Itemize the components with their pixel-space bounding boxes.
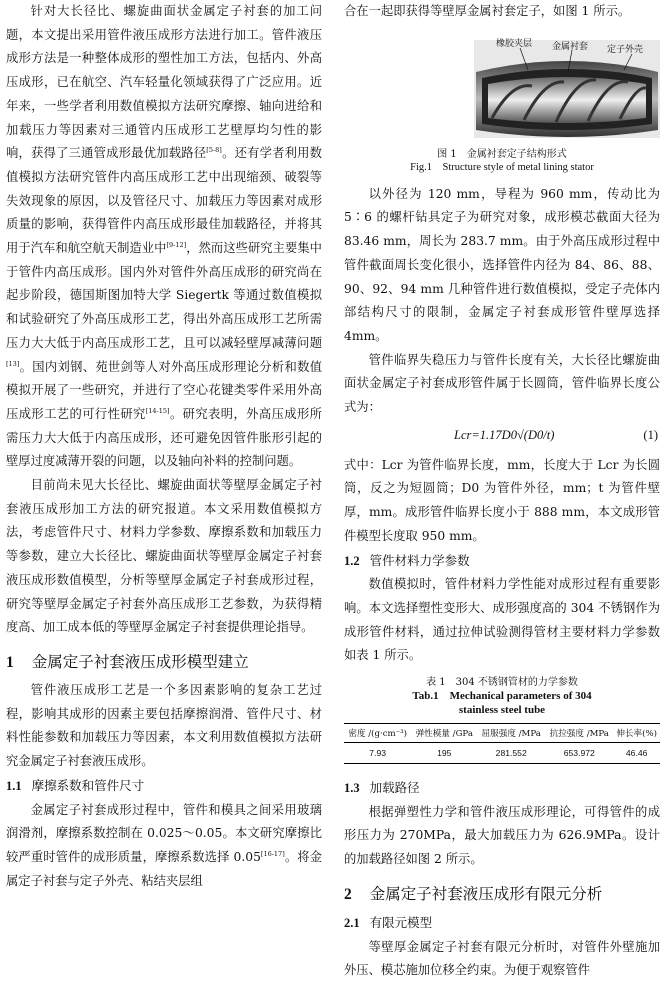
table-header-modulus: 弹性模量 /GPa	[411, 724, 477, 743]
table-header-density: 密度 /(g·cm⁻³)	[344, 724, 411, 743]
section-2-heading: 2 金属定子衬套液压成形有限元分析	[344, 884, 603, 903]
table-cell-elongation: 46.46	[613, 743, 660, 764]
subsection-1-3-heading: 1.3 加载路径	[344, 780, 420, 796]
table-cell-tensile: 653.972	[545, 743, 613, 764]
figure-1-caption-cn: 图 1 金属衬套定子结构形式	[437, 148, 567, 160]
table-1-caption-cn: 表 1 304 不锈钢管材的力学参数	[426, 677, 578, 689]
fig-label-lining: 金属衬套	[552, 41, 589, 52]
table-1-caption-en-line2: stainless steel tube	[458, 704, 546, 717]
subsection-1-2-heading: 1.2 管件材料力学参数	[344, 552, 470, 568]
fig-label-rubber: 橡胶夹层	[496, 38, 533, 49]
subsection-1-1-paragraph: 金属定子衬套成形过程中，管件和模具之间采用玻璃润滑剂，摩擦系数控制在 0.025～0.05。本文研究摩擦比较严重时管件的成形质量，摩擦系数选择 0.05[16-17]。将金属定子衬套与定子外壳、粘结夹层组	[6, 802, 322, 888]
left-column	[6, 0, 322, 893]
subsection-1-3-paragraph: 根据弹塑性力学和管件液压成形理论，可得管件的成形压力为 270MPa，最大加载压力为 626.9MPa。设计的加载路径如图 2 所示。	[344, 804, 660, 867]
subsection-2-1-paragraph: 等壁厚金属定子衬套有限元分析时，对管件外壁施加外压、模芯施加位移全约束。为便于观察管件	[344, 939, 660, 978]
table-header-row	[344, 724, 660, 743]
subsection-1-2-paragraph: 数值模拟时，管件材料力学性能对成形过程有重要影响。本文选择塑性变形大、成形强度高的 304 不锈钢作为成形管件材料，通过拉伸试验测得管材主要材料力学参数如表 1 所示。	[344, 577, 660, 663]
right-column	[344, 0, 660, 983]
table-cell-modulus: 195	[411, 743, 477, 764]
subsection-2-1-heading: 2.1 有限元模型	[344, 914, 433, 930]
stator-structure-illustration	[472, 32, 662, 142]
intro-paragraph-2: 目前尚未见大长径比、螺旋曲面状等壁厚金属定子衬套液压成形加工方法的研究报道。本文采用数值模拟方法，考虑管件尺寸、材料力学参数、摩擦系数和加载压力等参数，建立大长径比、螺旋曲面状等壁厚金属定子衬套液压成形数值模型，分析等壁厚金属定子衬套成形过程，研究等壁厚金属定子衬套外高压成形工艺参数，为获得精度高、加工成本低的等壁厚金属定子衬套提供理论指导。	[6, 478, 322, 635]
critical-length-paragraph: 管件临界失稳压力与管件长度有关，大长径比螺旋曲面状金属定子衬套成形管件属于长圆筒，管件临界长度公式为：	[344, 352, 660, 415]
table-1	[344, 723, 660, 764]
table-cell-density: 7.93	[344, 743, 411, 764]
table-header-yield: 屈服强度 /MPa	[477, 724, 545, 743]
intro-paragraph-1: 针对大长径比、螺旋曲面状金属定子衬套的加工问题，本文提出采用管件液压成形方法进行加工。管件液压成形方法是一种整体成形的塑性加工方法，包括内、外高压成形，已在航空、汽车轻量化领域获得了广泛应用。近年来，一些学者利用数值模拟方法研究摩擦、轴向进给和加载压力等因素对三通管内压成形工艺壁厚均匀性的影响，获得了三通管成形最优加载路径[5-8]。还有学者利用数值模拟方法研究管件内高压成形工艺中出现缩颈、破裂等失效现象的原因，以及管径尺寸、加载压力等因素对成形质量的影响，获得管件内高压成形最佳加载路径，并将其用于汽车和航空航天制造业中[9-12]，然而这些研究主要集中于管件内高压成形。国内外对管件外高压成形的研究尚在起步阶段，德国斯图加特大学 Siegertk 等通过数值模拟和试验研究了外高压成形工艺，得出外高压成形工艺所需压力大大低于内高压成形工艺，且可以减轻壁厚减薄问题[13]。国内刘钢、苑世剑等人对外高压成形理论分析和数值模拟开展了一些研究，并进行了空心花键类零件采用外高压成形工艺的可行性研究[14-15]。研究表明，外高压成形所需压力大大低于内高压成形，还可避免因管件胀形引起的壁厚过度减薄开裂的问题，以及轴向补料的控制问题。	[6, 4, 322, 469]
stator-parameters-paragraph: 以外径为 120 mm，导程为 960 mm，传动比为 5∶6 的螺杆钻具定子为研究对象，成形模芯截面大径为 83.46 mm，周长为 283.7 mm。由于外高压成形过程中管件截面周长变化很小，选择管件内径为 84、86、88、90、92、94 mm 几种管件进行数值模拟，受定子壳体内部结构尺寸的限制，金属定子衬套成形管件壁厚选择 4mm。	[344, 186, 660, 343]
section-1-heading: 1 金属定子衬套液压成形模型建立	[6, 652, 249, 671]
equation-1	[344, 422, 660, 452]
subsection-1-1-heading: 1.1 摩擦系数和管件尺寸	[6, 777, 145, 793]
equation-1-expression: Lcr=1.17D0√(D0/t)	[454, 427, 555, 442]
fig-label-shell: 定子外壳	[607, 44, 644, 55]
table-1-caption-en-line1: Tab.1 Mechanical parameters of 304	[412, 690, 592, 703]
continued-paragraph: 合在一起即获得等壁厚金属衬套定子，如图 1 所示。	[344, 4, 631, 18]
table-cell-yield: 281.552	[477, 743, 545, 764]
table-header-tensile: 抗拉强度 /MPa	[545, 724, 613, 743]
figure-1	[472, 32, 662, 142]
equation-1-number: (1)	[643, 427, 658, 442]
figure-1-caption-en: Fig.1 Structure style of metal lining stator	[410, 161, 594, 173]
section-1-paragraph: 管件液压成形工艺是一个多因素影响的复杂工艺过程，影响其成形的因素主要包括摩擦润滑、管件尺寸、材料性能参数和加载压力等因素，本文利用数值模拟方法研究金属定子衬套液压成形。	[6, 682, 322, 769]
equation-1-explanation: 式中：Lcr 为管件临界长度，mm，长度大于 Lcr 为长圆筒，反之为短圆筒；D0 为管件外径，mm；t 为管件壁厚，mm。成形管件临界长度小于 888 mm，本文成形管件模型长度取 950 mm。	[344, 457, 660, 543]
table-header-elongation: 伸长率(%)	[613, 724, 660, 743]
table-row	[344, 743, 660, 764]
